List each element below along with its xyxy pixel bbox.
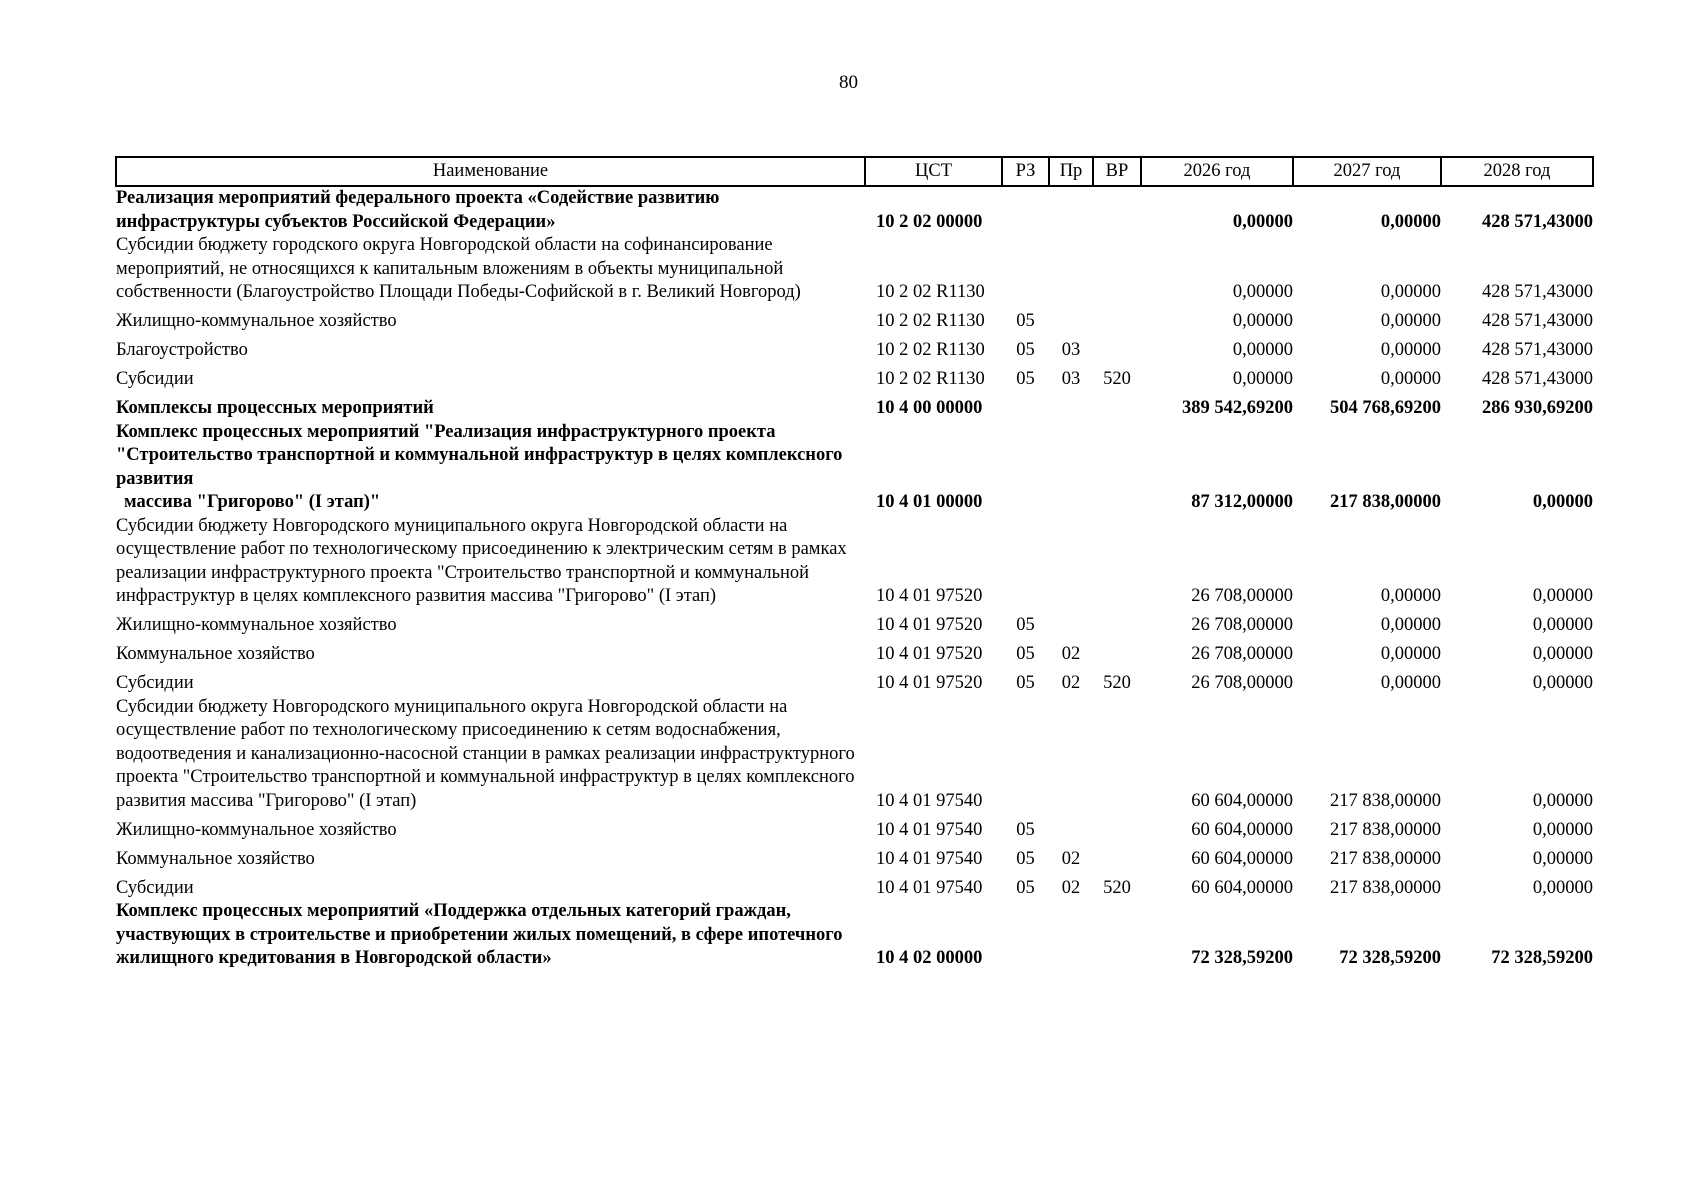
row-pr: [1049, 186, 1093, 234]
row-name-text-continued: массива "Григорово" (I этап)": [124, 492, 381, 512]
row-y2027: 0,00000: [1380, 369, 1441, 389]
row-name-text: Комплекс процессных мероприятий "Реализация инфраструктурного проекта "Строительство транспортной и коммунальной инфраструктур в целях комплексного развития: [116, 421, 843, 489]
row-name-text: Реализация мероприятий федерального проекта «Содействие развитию инфраструктуры субъектов Российской Федерации»: [116, 188, 720, 232]
row-y2026: 26 708,00000: [1191, 586, 1293, 606]
row-name: [116, 696, 865, 814]
table-row: [116, 900, 1593, 971]
row-y2027: 217 838,00000: [1330, 877, 1441, 898]
row-y2026: 60 604,00000: [1191, 877, 1293, 898]
row-y2026: 26 708,00000: [1191, 644, 1293, 664]
row-pr: [1049, 696, 1093, 814]
row-name: [116, 305, 865, 334]
row-cst: 10 4 01 97520: [876, 586, 983, 606]
row-rz: 05: [1016, 615, 1035, 635]
header-pr: Пр: [1049, 157, 1093, 186]
row-y2027: 0,00000: [1380, 586, 1441, 606]
row-cst: 10 4 01 97520: [876, 673, 983, 693]
row-name: [116, 421, 865, 515]
row-name-text: Жилищно-коммунальное хозяйство: [116, 819, 397, 840]
row-y2028: 0,00000: [1532, 586, 1593, 606]
row-y2028: 0,00000: [1532, 790, 1593, 811]
row-y2027: 217 838,00000: [1330, 848, 1441, 869]
row-vr: [1093, 186, 1141, 234]
row-y2028: 0,00000: [1532, 848, 1593, 869]
header-vr: ВР: [1093, 157, 1141, 186]
table-row: [116, 234, 1593, 305]
row-y2026: 389 542,69200: [1182, 398, 1293, 418]
row-y2027: 72 328,59200: [1339, 948, 1441, 968]
row-y2028: 428 571,43000: [1482, 282, 1593, 302]
page-number: 80: [839, 72, 858, 93]
row-pr: 02: [1061, 644, 1081, 664]
row-name-text: Субсидии бюджету Новгородского муниципального округа Новгородской области на осуществление работ по технологическому присоединению к сетям водоснабжения, водоотведения и канализационно-насосной станции в рамках реализации инфраструктурного проекта "Строительство транспортной и коммунальной инфраструктур в целях комплексного развития массива "Григорово" (I этап): [116, 696, 855, 811]
row-vr: 520: [1103, 673, 1131, 693]
row-vr: [1093, 638, 1141, 667]
row-y2027: 217 838,00000: [1330, 492, 1441, 512]
table-row: [116, 696, 1593, 814]
row-name: [116, 638, 865, 667]
row-y2028: 428 571,43000: [1482, 311, 1593, 331]
table-row: [116, 842, 1593, 871]
row-y2028: 72 328,59200: [1491, 948, 1593, 968]
row-y2028: 428 571,43000: [1482, 369, 1593, 389]
row-y2027: 0,00000: [1380, 673, 1441, 693]
row-cst: 10 4 01 97520: [876, 644, 983, 664]
row-pr: 02: [1061, 877, 1081, 898]
row-y2026: 0,00000: [1232, 211, 1293, 232]
row-cst: 10 4 01 97540: [876, 790, 983, 811]
header-rz: РЗ: [1002, 157, 1049, 186]
row-y2027: 0,00000: [1380, 644, 1441, 664]
table-row: [116, 609, 1593, 638]
row-y2026: 0,00000: [1232, 311, 1293, 331]
row-rz: 05: [1016, 644, 1035, 664]
row-name-text: Субсидии: [116, 877, 194, 898]
row-name: [116, 871, 865, 900]
row-cst: 10 2 02 R1130: [876, 340, 985, 360]
row-name: [116, 234, 865, 305]
row-cst: 10 4 01 97520: [876, 615, 983, 635]
row-vr: [1093, 515, 1141, 609]
table-row: [116, 667, 1593, 696]
table-row: [116, 421, 1593, 515]
row-rz: 05: [1016, 819, 1035, 840]
row-pr: [1049, 813, 1093, 842]
row-y2026: 72 328,59200: [1191, 948, 1293, 968]
row-y2027: 0,00000: [1380, 282, 1441, 302]
row-pr: [1049, 392, 1093, 421]
row-pr: [1049, 515, 1093, 609]
table-row: [116, 871, 1593, 900]
row-name-text: Субсидии бюджету Новгородского муниципального округа Новгородской области на осуществление работ по технологическому присоединению к электрическим сетям в рамках реализации инфраструктурного проекта "Строительство транспортной и коммунальной инфраструктур в целях комплексного развития массива "Григорово" (I этап): [116, 515, 847, 606]
row-y2026: 26 708,00000: [1191, 673, 1293, 693]
row-cst: 10 4 00 00000: [876, 398, 983, 418]
row-name-text: Жилищно-коммунальное хозяйство: [116, 615, 397, 635]
row-y2026: 0,00000: [1232, 282, 1293, 302]
row-name-text: Комплексы процессных мероприятий: [116, 398, 434, 418]
header-name: Наименование: [116, 157, 865, 186]
row-vr: [1093, 696, 1141, 814]
row-y2027: 217 838,00000: [1330, 819, 1441, 840]
row-name: [116, 609, 865, 638]
row-name-text: Коммунальное хозяйство: [116, 848, 315, 869]
row-rz: 05: [1016, 848, 1035, 869]
row-y2027: 0,00000: [1380, 211, 1441, 232]
row-y2028: 428 571,43000: [1482, 211, 1593, 232]
header-2027: 2027 год: [1293, 157, 1441, 186]
row-rz: 05: [1016, 369, 1035, 389]
row-pr: [1049, 421, 1093, 515]
row-name: [116, 900, 865, 971]
row-y2027: 0,00000: [1380, 311, 1441, 331]
row-rz: [1002, 515, 1049, 609]
row-vr: [1093, 842, 1141, 871]
row-cst: 10 2 02 00000: [876, 211, 983, 232]
row-cst: 10 4 01 97540: [876, 877, 983, 898]
row-y2026: 0,00000: [1232, 340, 1293, 360]
row-pr: [1049, 305, 1093, 334]
row-rz: 05: [1016, 673, 1035, 693]
row-cst: 10 4 01 97540: [876, 819, 983, 840]
row-y2027: 0,00000: [1380, 615, 1441, 635]
table-body: [116, 186, 1593, 971]
row-y2026: 0,00000: [1232, 369, 1293, 389]
row-name-text: Субсидии: [116, 673, 194, 693]
header-cst: ЦСТ: [865, 157, 1002, 186]
row-pr: 02: [1061, 673, 1081, 693]
row-cst: 10 2 02 R1130: [876, 311, 985, 331]
row-y2028: 0,00000: [1532, 819, 1593, 840]
row-name: [116, 186, 865, 234]
row-pr: [1049, 900, 1093, 971]
row-y2026: 60 604,00000: [1191, 819, 1293, 840]
row-name-text: Субсидии: [116, 369, 194, 389]
table-row: [116, 334, 1593, 363]
row-y2028: 428 571,43000: [1482, 340, 1593, 360]
row-name: [116, 392, 865, 421]
row-name: [116, 667, 865, 696]
row-rz: [1002, 421, 1049, 515]
row-name: [116, 363, 865, 392]
row-pr: [1049, 234, 1093, 305]
row-name: [116, 515, 865, 609]
row-y2026: 87 312,00000: [1191, 492, 1293, 512]
row-pr: 03: [1061, 340, 1081, 360]
table-row: [116, 305, 1593, 334]
row-rz: [1002, 696, 1049, 814]
row-vr: 520: [1103, 877, 1131, 898]
row-rz: 05: [1016, 877, 1035, 898]
row-y2027: 504 768,69200: [1330, 398, 1441, 418]
table-row: [116, 392, 1593, 421]
row-y2028: 0,00000: [1532, 877, 1593, 898]
row-pr: 02: [1061, 848, 1081, 869]
row-rz: [1002, 900, 1049, 971]
row-vr: [1093, 609, 1141, 638]
row-y2028: 0,00000: [1532, 673, 1593, 693]
row-name-text: Субсидии бюджету городского округа Новгородской области на софинансирование мероприятий, не относящихся к капитальным вложениям в объекты муниципальной собственности (Благоустройство Площади Победы-Софийской в г. Великий Новгород): [116, 235, 801, 302]
header-2026: 2026 год: [1141, 157, 1293, 186]
row-y2026: 26 708,00000: [1191, 615, 1293, 635]
row-cst: 10 4 02 00000: [876, 948, 983, 968]
row-name: [116, 334, 865, 363]
row-y2028: 0,00000: [1532, 644, 1593, 664]
row-pr: [1049, 609, 1093, 638]
row-name: [116, 813, 865, 842]
row-cst: 10 4 01 00000: [876, 492, 983, 512]
row-cst: 10 2 02 R1130: [876, 282, 985, 302]
row-rz: [1002, 392, 1049, 421]
table-header-row: [116, 157, 1593, 186]
row-vr: [1093, 305, 1141, 334]
row-vr: [1093, 334, 1141, 363]
row-vr: [1093, 392, 1141, 421]
row-y2028: 0,00000: [1532, 615, 1593, 635]
table-row: [116, 638, 1593, 667]
row-vr: [1093, 900, 1141, 971]
row-y2027: 217 838,00000: [1330, 790, 1441, 811]
table-row: [116, 186, 1593, 234]
row-rz: 05: [1016, 340, 1035, 360]
row-rz: [1002, 186, 1049, 234]
row-y2028: 286 930,69200: [1482, 398, 1593, 418]
row-vr: [1093, 813, 1141, 842]
row-name-text: Благоустройство: [116, 340, 248, 360]
row-vr: 520: [1103, 369, 1131, 389]
row-cst: 10 2 02 R1130: [876, 369, 985, 389]
row-y2028: 0,00000: [1532, 492, 1593, 512]
table-row: [116, 813, 1593, 842]
table-row: [116, 515, 1593, 609]
row-name: [116, 842, 865, 871]
row-vr: [1093, 421, 1141, 515]
header-2028: 2028 год: [1441, 157, 1593, 186]
row-pr: 03: [1061, 369, 1081, 389]
row-y2026: 60 604,00000: [1191, 790, 1293, 811]
row-cst: 10 4 01 97540: [876, 848, 983, 869]
row-rz: 05: [1016, 311, 1035, 331]
row-y2027: 0,00000: [1380, 340, 1441, 360]
row-name-text: Жилищно-коммунальное хозяйство: [116, 311, 397, 331]
table-row: [116, 363, 1593, 392]
row-vr: [1093, 234, 1141, 305]
row-rz: [1002, 234, 1049, 305]
row-y2026: 60 604,00000: [1191, 848, 1293, 869]
row-name-text: Комплекс процессных мероприятий «Поддержка отдельных категорий граждан, участвующих в строительстве и приобретении жилых помещений, в сфере ипотечного жилищного кредитования в Новгородской области»: [116, 901, 843, 968]
budget-table: [115, 156, 1594, 971]
row-name-text: Коммунальное хозяйство: [116, 644, 315, 664]
